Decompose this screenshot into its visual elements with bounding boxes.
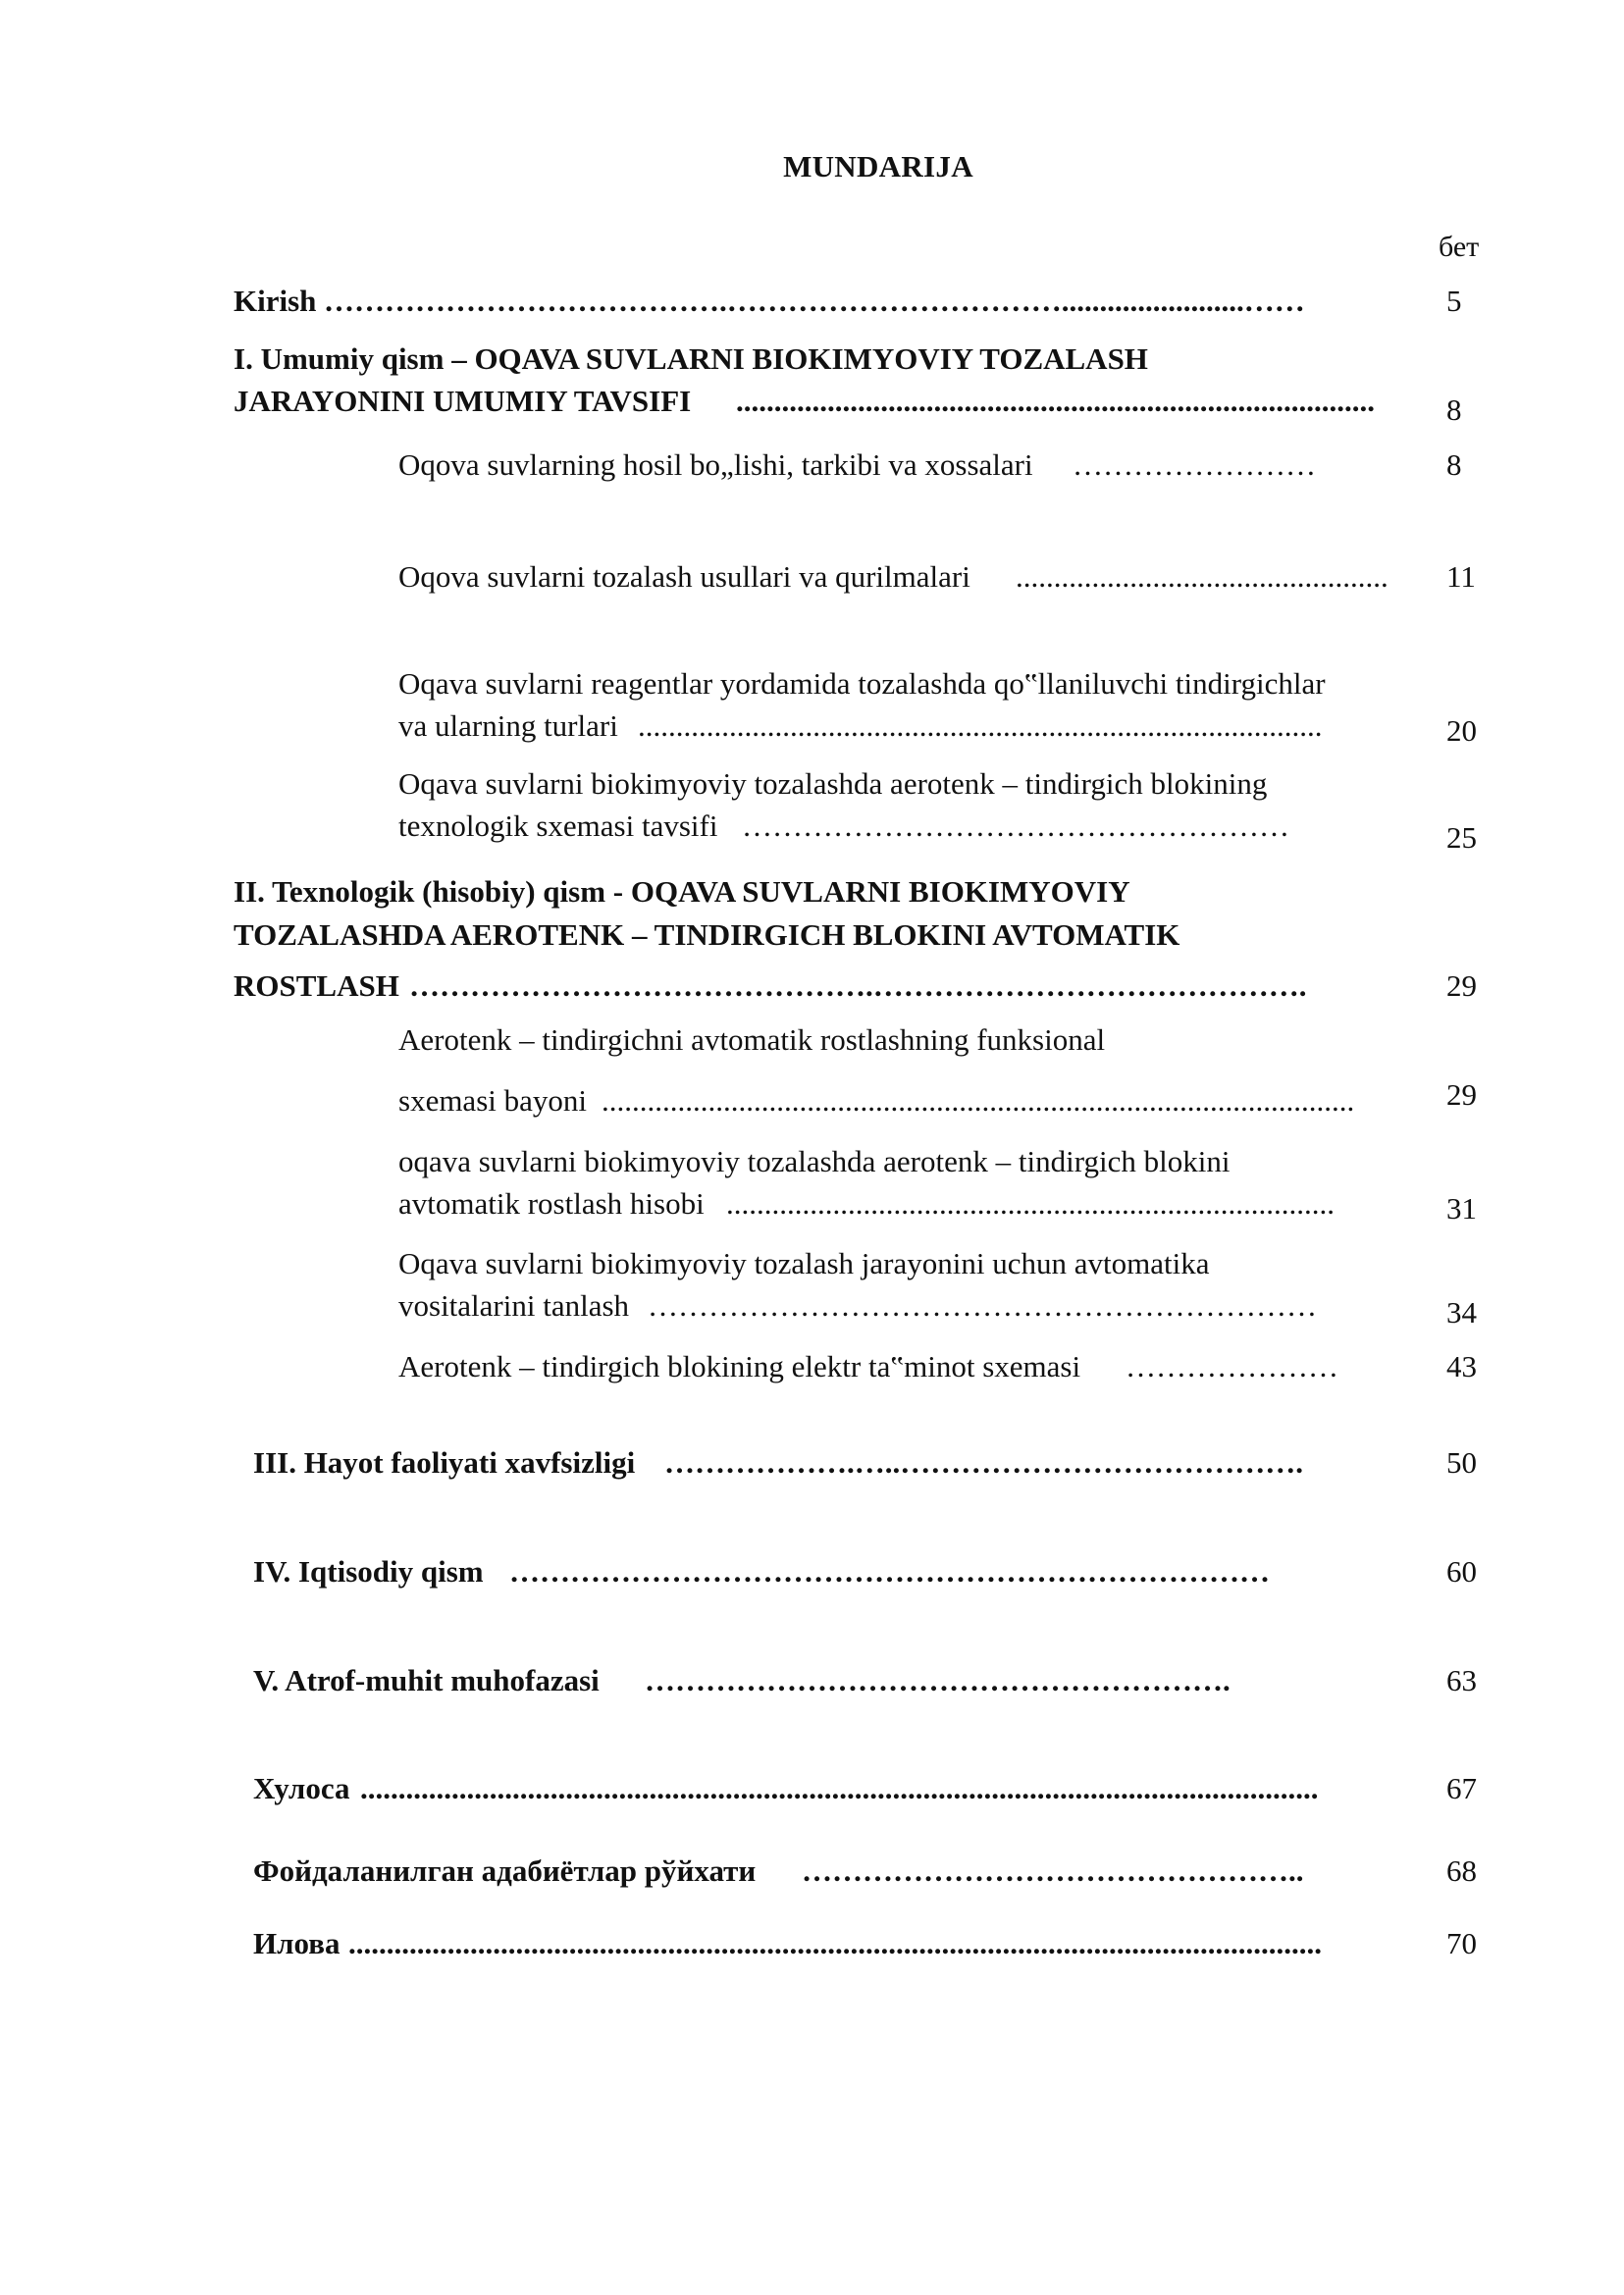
toc-page-number: 68 (1446, 1853, 1477, 1888)
toc-leader: ………………………………………….. (802, 1855, 1304, 1886)
toc-page-number: 29 (1446, 968, 1477, 1003)
toc-page-number: 67 (1446, 1771, 1477, 1805)
toc-leader: ................................................................................................................................ (348, 1928, 1322, 1958)
toc-leader: ………………… (1126, 1351, 1338, 1382)
toc-entry-title: Oqova suvlarning hosil bo„lishi, tarkibi va xossalari (398, 447, 1033, 482)
toc-entry-title: II. Texnologik (hisobiy) qism - OQAVA SUVLARNI BIOKIMYOVIY (234, 874, 1130, 909)
toc-leader: …………………………………………………. (645, 1665, 1231, 1695)
toc-entry-title: Фойдаланилган адабиётлар рўйхати (253, 1853, 757, 1888)
toc-page-number: 70 (1446, 1926, 1477, 1960)
toc-leader: ……………….…..…………………………………. (664, 1447, 1303, 1478)
toc-leader: ………………………………….……………………………........................…… (324, 286, 1305, 316)
toc-entry-title: Kirish (234, 284, 317, 318)
toc-leader: ………………………………………………………………… (509, 1556, 1270, 1587)
toc-page-number: 43 (1446, 1349, 1477, 1383)
toc-leader: .......................................................................................... (638, 710, 1323, 741)
toc-page-number: 34 (1446, 1295, 1477, 1330)
toc-entry-title-line3: ROSTLASH (234, 968, 399, 1003)
toc-leader: ................................................................................................... (602, 1085, 1355, 1116)
toc-entry-title: Aerotenk – tindirgichni avtomatik rostlashning funksional (398, 1022, 1106, 1057)
toc-page-number: 8 (1446, 447, 1462, 482)
toc-leader: .............................................................................................................................. (360, 1773, 1319, 1803)
toc-page-number: 31 (1446, 1191, 1477, 1226)
toc-leader: …………………… (1073, 449, 1316, 480)
toc-entry-title: Aerotenk – tindirgich blokining elektr ta‟minot sxemasi (398, 1349, 1081, 1383)
toc-entry-title-line2: texnologik sxemasi tavsifi (398, 808, 718, 843)
toc-leader: ……………………………………….……………………………………. (409, 970, 1307, 1001)
toc-entry-title: IV. Iqtisodiy qism (253, 1554, 484, 1589)
toc-entry-title-line2: TOZALASHDA AEROTENK – TINDIRGICH BLOKINI AVTOMATIK (234, 917, 1180, 952)
toc-entry-title: Oqava suvlarni reagentlar yordamida tozalashda qo‟llaniluvchi tindirgichlar (398, 666, 1326, 701)
toc-page-number: 20 (1446, 713, 1477, 748)
toc-entry-title: Oqova suvlarni tozalash usullari va qurilmalari (398, 559, 970, 594)
toc-page-number: 29 (1446, 1077, 1477, 1112)
toc-page-number: 63 (1446, 1663, 1477, 1697)
toc-entry-title: Oqava suvlarni biokimyoviy tozalashda aerotenk – tindirgich blokining (398, 766, 1268, 801)
toc-entry-title: I. Umumiy qism – OQAVA SUVLARNI BIOKIMYOVIY TOZALASH (234, 341, 1148, 376)
toc-entry-title: Илова (253, 1926, 341, 1960)
toc-entry-title: III. Hayot faoliyati xavfsizligi (253, 1445, 636, 1480)
toc-entry-title-line2: va ularning turlari (398, 708, 618, 743)
toc-entry-title: Хулоса (253, 1771, 350, 1805)
toc-entry-title-line2: sxemasi bayoni (398, 1083, 587, 1118)
toc-leader: ……………………………………………… (742, 810, 1289, 841)
toc-entry-title: Oqava suvlarni biokimyoviy tozalash jarayonini uchun avtomatika (398, 1246, 1210, 1280)
page-title: MUNDARIJA (783, 149, 973, 183)
toc-page-number: 50 (1446, 1445, 1477, 1480)
toc-entry-title-line2: JARAYONINI UMUMIY TAVSIFI (234, 384, 692, 418)
toc-entry-title-line2: vositalarini tanlash (398, 1288, 630, 1323)
toc-page-number: 25 (1446, 820, 1477, 855)
toc-entry-title: oqava suvlarni biokimyoviy tozalashda aerotenk – tindirgich blokini (398, 1144, 1231, 1178)
toc-page-number: 60 (1446, 1554, 1477, 1589)
toc-leader: .................................................................................... (736, 386, 1375, 416)
toc-leader: ................................................. (1016, 561, 1388, 592)
toc-entry-title-line2: avtomatik rostlash hisobi (398, 1186, 705, 1221)
toc-leader: ................................................................................ (726, 1188, 1335, 1219)
page-column-label: бет (1439, 231, 1480, 263)
toc-page-number: 8 (1446, 392, 1462, 427)
toc-leader: ………………………………………………………… (648, 1290, 1317, 1321)
toc-entry-title: V. Atrof-muhit muhofazasi (253, 1663, 600, 1697)
toc-page-number: 5 (1446, 284, 1462, 318)
toc-page-number: 11 (1446, 559, 1476, 594)
